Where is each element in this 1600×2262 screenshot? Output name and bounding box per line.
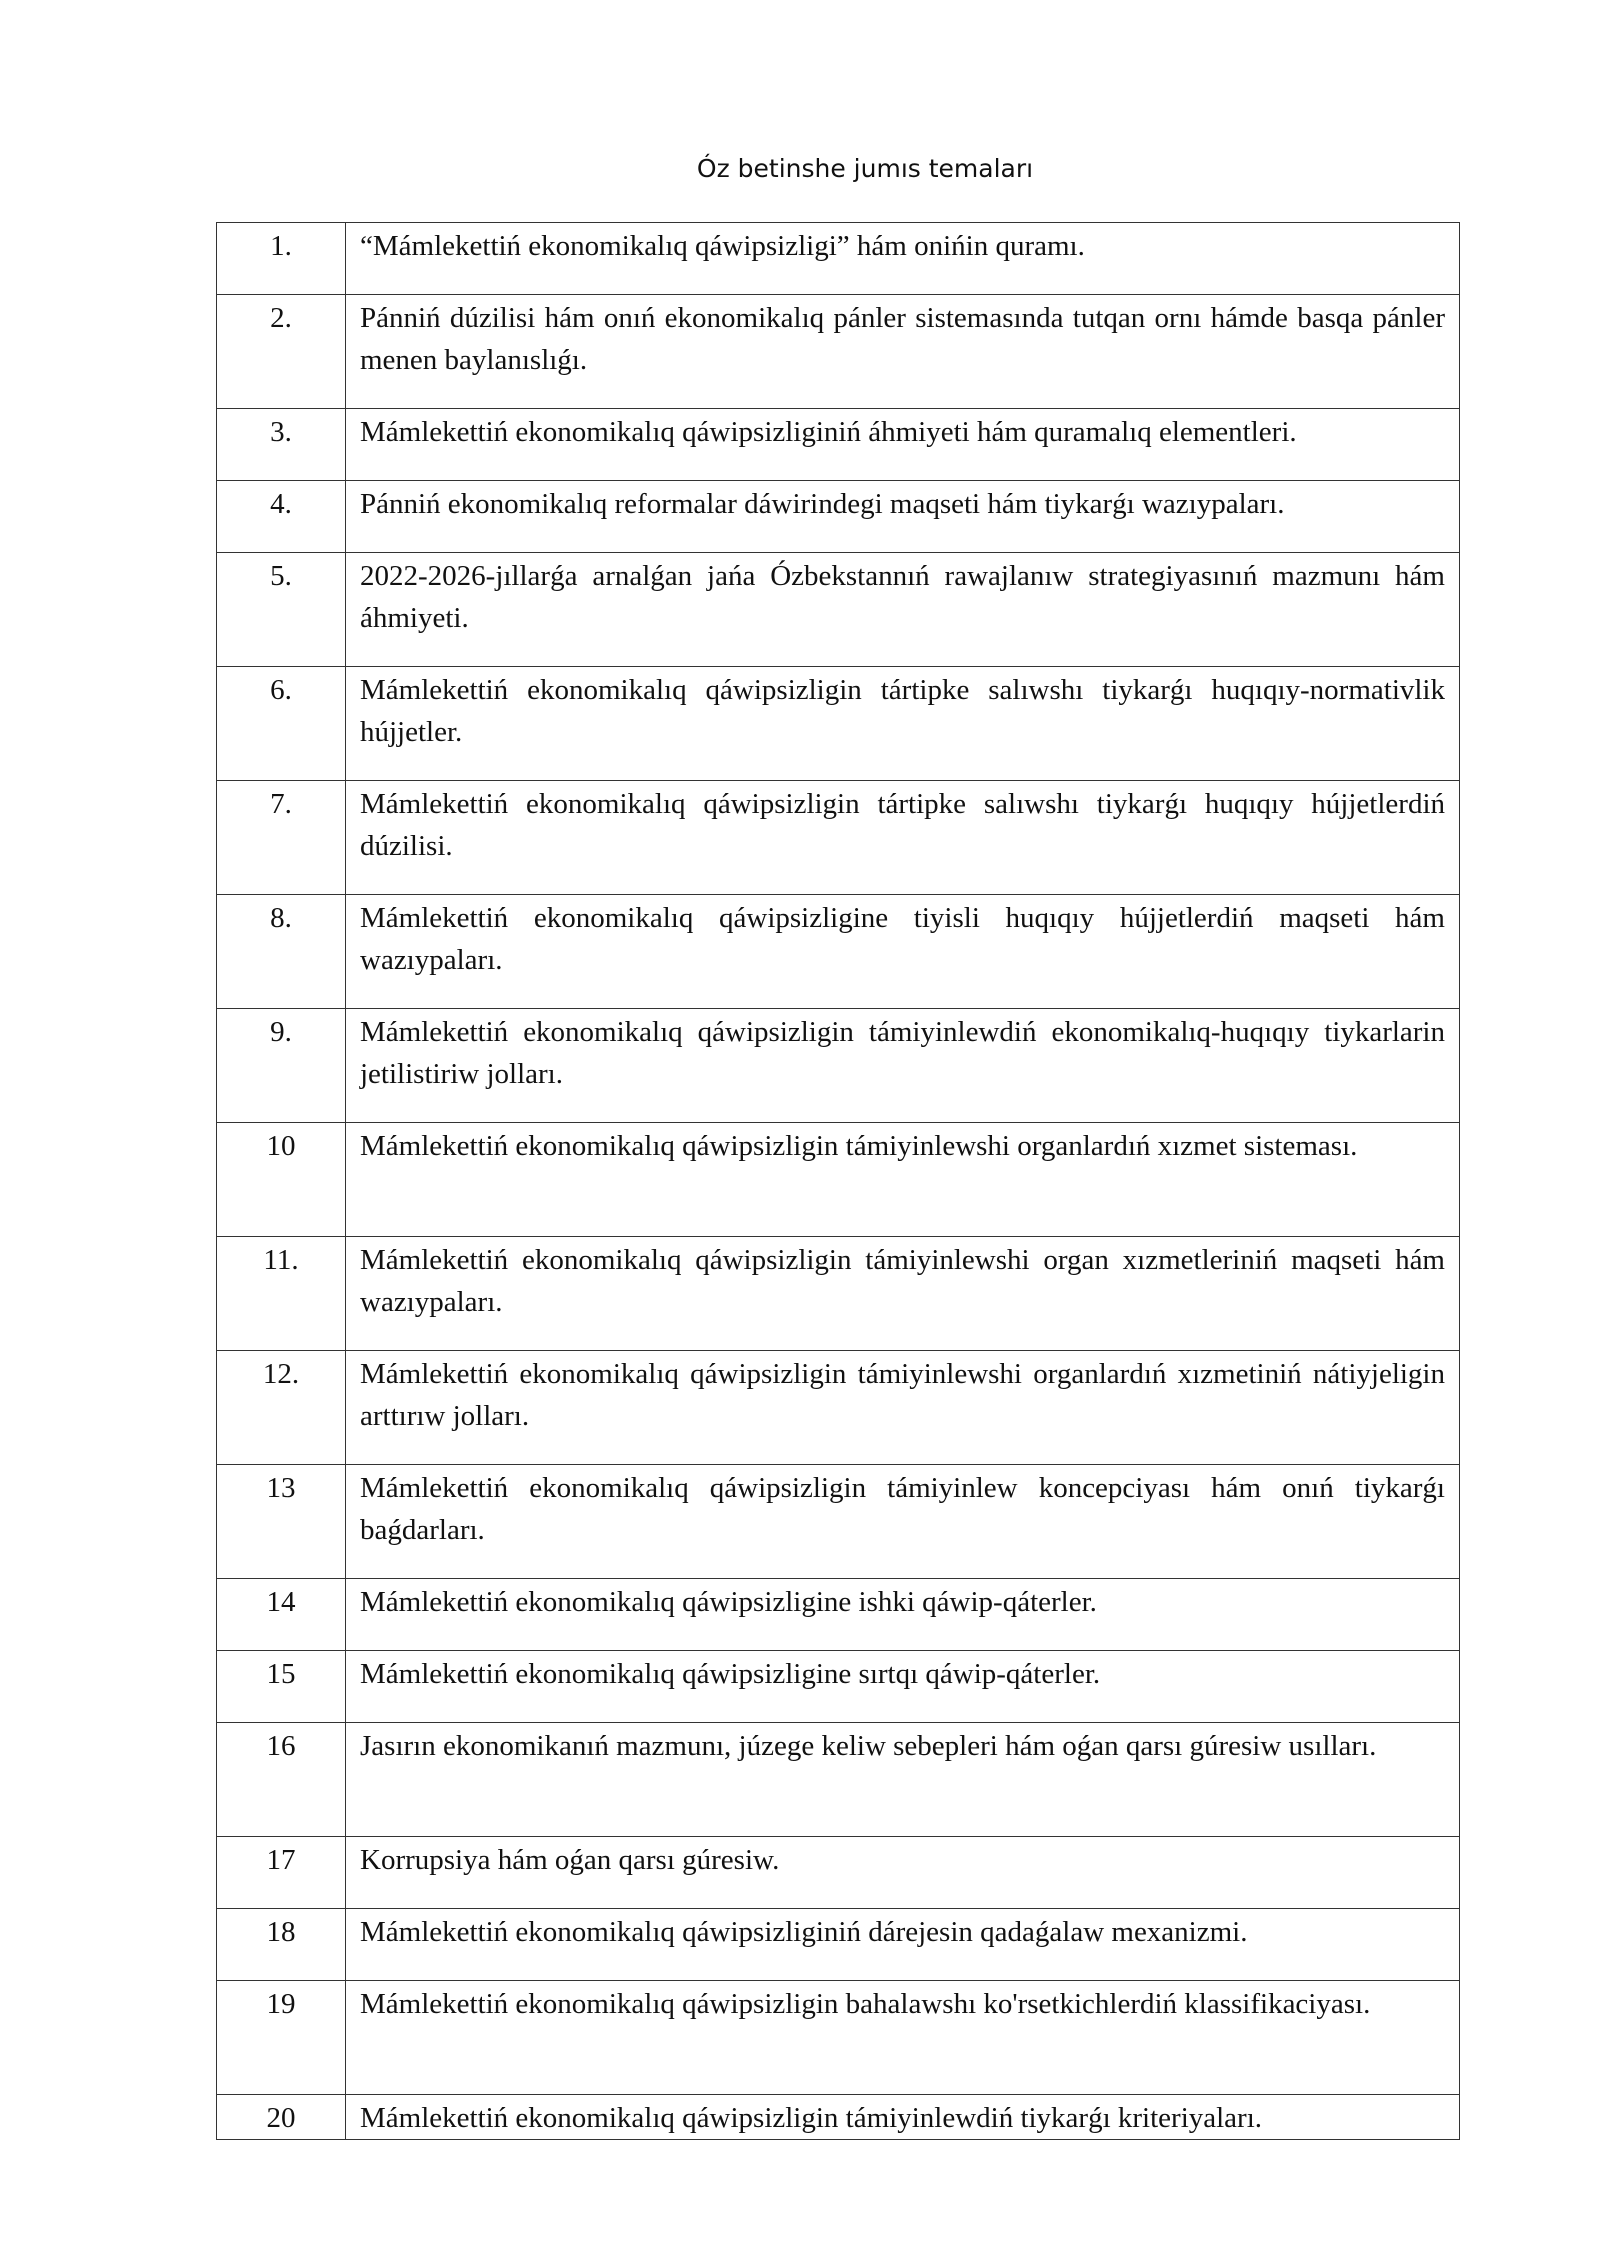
topic-text: Mámlekettiń ekonomikalıq qáwipsizligin támiyinlew koncepciyası hám onıń tiykarǵı baǵdarları. (346, 1465, 1460, 1579)
topic-text: Korrupsiya hám oǵan qarsı gúresiw. (346, 1837, 1460, 1909)
topic-number: 20 (217, 2095, 346, 2140)
topic-number: 19 (217, 1981, 346, 2095)
table-row (217, 223, 1460, 295)
topic-text: 2022-2026-jıllarǵa arnalǵan jańa Ózbekstannıń rawajlanıw strategiyasınıń mazmunı hám áhmiyeti. (346, 553, 1460, 667)
table-row (217, 481, 1460, 553)
table-row (217, 409, 1460, 481)
topic-number: 3. (217, 409, 346, 481)
table-row (217, 1009, 1460, 1123)
topic-text: Mámlekettiń ekonomikalıq qáwipsizligin támiyinlewshi organlardıń xızmetiniń nátiyjeligin arttırıw jolları. (346, 1351, 1460, 1465)
topic-text: Mámlekettiń ekonomikalıq qáwipsizligin tártipke salıwshı tiykarǵı huqıqıy-normativlik hújjetler. (346, 667, 1460, 781)
topics-table (216, 222, 1460, 2140)
topic-text: Mámlekettiń ekonomikalıq qáwipsizligin támiyinlewshi organlardıń xızmet sisteması. (346, 1123, 1460, 1237)
table-row (217, 781, 1460, 895)
topic-text: Mámlekettiń ekonomikalıq qáwipsizligin támiyinlewdiń tiykarǵı kriteriyaları. (346, 2095, 1460, 2140)
topic-number: 13 (217, 1465, 346, 1579)
topic-number: 17 (217, 1837, 346, 1909)
table-row (217, 1123, 1460, 1237)
table-row (217, 295, 1460, 409)
table-row (217, 1237, 1460, 1351)
table-row (217, 1981, 1460, 2095)
topic-text: Pánniń ekonomikalıq reformalar dáwirindegi maqseti hám tiykarǵı wazıypaları. (346, 481, 1460, 553)
topic-text: Mámlekettiń ekonomikalıq qáwipsizligine tiyisli huqıqıy hújjetlerdiń maqseti hám wazıypaları. (346, 895, 1460, 1009)
topic-number: 5. (217, 553, 346, 667)
topic-text: Jasırın ekonomikanıń mazmunı, júzege keliw sebepleri hám oǵan qarsı gúresiw usılları. (346, 1723, 1460, 1837)
topic-number: 9. (217, 1009, 346, 1123)
table-row (217, 895, 1460, 1009)
topic-text: Mámlekettiń ekonomikalıq qáwipsizligin támiyinlewdiń ekonomikalıq-huqıqıy tiykarlarin jetilistiriw jolları. (346, 1009, 1460, 1123)
topic-text: Pánniń dúzilisi hám onıń ekonomikalıq pánler sistemasında tutqan ornı hámde basqa pánler menen baylanıslıǵı. (346, 295, 1460, 409)
table-row (217, 667, 1460, 781)
topic-number: 18 (217, 1909, 346, 1981)
table-row (217, 553, 1460, 667)
table-row (217, 1351, 1460, 1465)
topic-number: 7. (217, 781, 346, 895)
page-title: Óz betinshe jumıs temaları (696, 154, 1034, 183)
table-row (217, 1579, 1460, 1651)
table-row (217, 1837, 1460, 1909)
topic-text: “Mámlekettiń ekonomikalıq qáwipsizligi” hám onińin quramı. (346, 223, 1460, 295)
topic-text: Mámlekettiń ekonomikalıq qáwipsizliginiń dárejesin qadaǵalaw mexanizmi. (346, 1909, 1460, 1981)
topic-number: 11. (217, 1237, 346, 1351)
table-row (217, 1909, 1460, 1981)
topics-table-body (217, 223, 1460, 2140)
topic-number: 16 (217, 1723, 346, 1837)
topic-text: Mámlekettiń ekonomikalıq qáwipsizligin tártipke salıwshı tiykarǵı huqıqıy hújjetlerdiń dúzilisi. (346, 781, 1460, 895)
topic-number: 1. (217, 223, 346, 295)
topic-text: Mámlekettiń ekonomikalıq qáwipsizligin támiyinlewshi organ xızmetleriniń maqseti hám wazıypaları. (346, 1237, 1460, 1351)
topic-number: 8. (217, 895, 346, 1009)
topic-number: 4. (217, 481, 346, 553)
topic-number: 2. (217, 295, 346, 409)
topic-number: 10 (217, 1123, 346, 1237)
topic-number: 15 (217, 1651, 346, 1723)
topic-text: Mámlekettiń ekonomikalıq qáwipsizligin bahalawshı ko'rsetkichlerdiń klassifikaciyası. (346, 1981, 1460, 2095)
topic-number: 6. (217, 667, 346, 781)
topic-number: 12. (217, 1351, 346, 1465)
table-row (217, 1651, 1460, 1723)
table-row (217, 1723, 1460, 1837)
table-row (217, 2095, 1460, 2140)
topic-text: Mámlekettiń ekonomikalıq qáwipsizligine ishki qáwip-qáterler. (346, 1579, 1460, 1651)
topic-text: Mámlekettiń ekonomikalıq qáwipsizligine sırtqı qáwip-qáterler. (346, 1651, 1460, 1723)
topic-text: Mámlekettiń ekonomikalıq qáwipsizliginiń áhmiyeti hám quramalıq elementleri. (346, 409, 1460, 481)
table-row (217, 1465, 1460, 1579)
topic-number: 14 (217, 1579, 346, 1651)
